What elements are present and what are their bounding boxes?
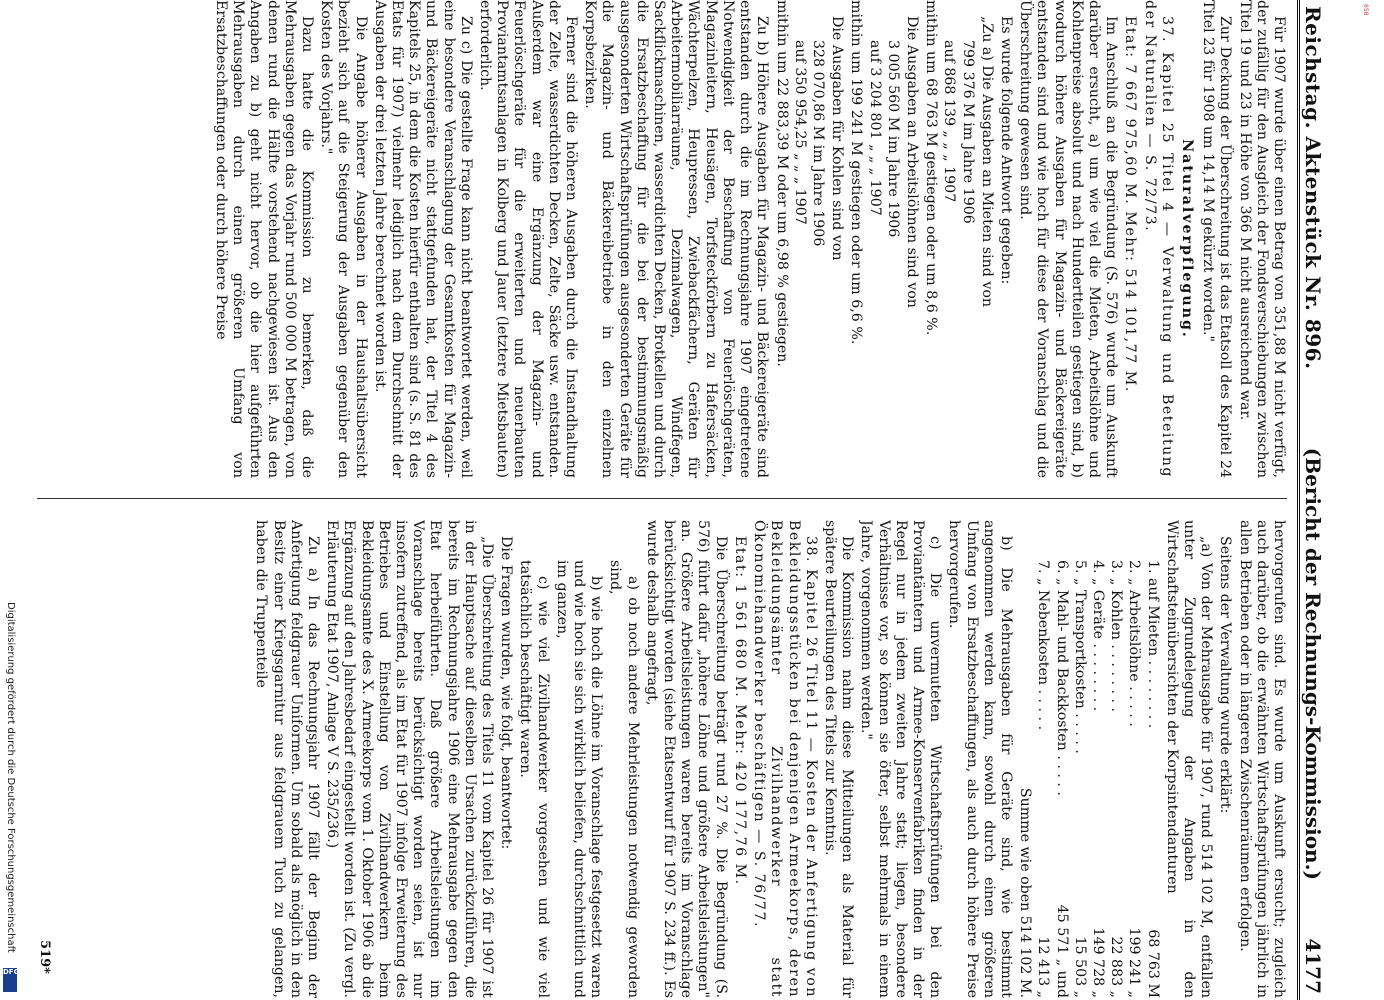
figure-row: auf 3 204 801 „ „ „ 1907 — [866, 40, 883, 216]
list-item: 7. „ Nebenkosten . . . . . 12 413 „ — [1035, 560, 1052, 998]
paragraph: c) Die unvermuteten Wirtschaftsprüfungen bei den Proviantämtern und Armee-Konservenfabriken finden in der Regel nur in jedem zweiten Jahre statt; liegen, besondere Verhältnisse vor, so können sie öfter, selbst mehrmals in einem Jahre, vorgenommen werden." — [858, 520, 944, 998]
question-item: b) wie hoch die Löhne im Voranschlage festgesetzt waren und wie hoch sie sich wirklich beliefen, durchschnittlich und im ganzen, — [553, 560, 605, 998]
side-credit-strip — [0, 0, 22, 1000]
left-column — [37, 0, 1287, 478]
list-item: 1. auf Mieten . . . . . . . . 68 763 M — [1144, 560, 1161, 998]
paragraph: Die Überschreitung beträgt rund 27 %. Die Begründung (S. 576) führt dafür „höhere Löhne und größere Arbeitsleistungen" an. Größere Arbeitsleistungen waren bereits im Voranschlage berücksichtigt worden (siehe Etatsentwurf für 1907 S. 234 ff.). Es wurde deshalb angefragt, — [643, 520, 729, 998]
list-item: 5. „ Transportkosten . . . . . 15 503 „ — [1071, 560, 1088, 998]
paragraph: „Zu a) Die Ausgaben an Mieten sind von — [978, 16, 995, 308]
paragraph: Zur Deckung der Überschreitung ist das Etatsoll des Kapitel 24 Titel 23 für 1908 um 14,14 M gekürzt worden." — [1200, 0, 1234, 478]
right-column — [37, 520, 1287, 998]
paragraph: Die Ausgaben an Arbeitslöhnen sind von — [903, 16, 920, 308]
dfg-logo-icon: DFG — [3, 968, 17, 992]
page-header — [1297, 0, 1327, 1000]
figure-row: auf 350 954,25 „ „ „ 1907 — [791, 40, 808, 225]
paragraph: Im Anschluß an die Begründung (S. 576) wurde um Auskunft darüber ersucht, a) um wie viel die Mieten, Arbeitslöhne und Kohlenpreise absolut und nach Hundertteilen gestiegen sind, b) wodurch höhere Ausgaben für Magazin- und Bäckereigeräte entstanden sind und wie hoch für diese der Voranschlag und die Überschreitung gewesen sind. — [1017, 0, 1120, 478]
paragraph: „a) Von der Mehrausgabe für 1907, rund 514 102 M, entfallen unter Zugrundelegung der Angaben in den Wirtschaftsteinübersichten der Korpsintendanturen — [1163, 520, 1215, 998]
paragraph: mithin um 199 241 M gestiegen oder um 6,6 %. — [848, 0, 865, 345]
paragraph: Die Fragen wurden, wie folgt, beantwortet: — [498, 536, 515, 850]
paragraph: Zu b) Höhere Ausgaben für Magazin- und Bäckereigeräte sind entstanden durch die im Rechnungsjahre 1907 eingetretene Notwendigkeit der Beschaffung von Feuerlöschgeräten, Magazinleitern, Heusägen, Torfsteckförbern zu Hafersäcken, Wächterpelzen, Heupressen, Zwiebackfächern, Geräten für Arbeitermobiliarräume, Dezimalwagen, Windfegen, Sackflickmaschinen, wasserdichten Decken, Brotkellen und durch die Ersatzbeschaffung für die bei der bestimmungsmäßig ausgesonderten Wirtschaftsprüfungen ausgesonderten Geräte für die Magazin- und Bäckereibetriebe in den einzelnen Korpsbezirken. — [582, 0, 771, 478]
list-item: 3. „ Kohlen . . . . . . . . 22 883 „ — [1108, 560, 1125, 998]
column-divider — [37, 498, 1287, 499]
corner-mark: 858 — [1362, 4, 1369, 16]
paragraph: Zu c) Die gestellte Frage kann nicht beantwortet werden, weil eine besondere Veranschlagung der Gesamtkosten für Magazin- und Bäckereigeräte nicht stattgefunden hat, der Titel 4 des Kapitels 25, in dem die Kosten hierfür enthalten sind (s. S. 81 des Etats für 1907) vielmehr lediglich nach dem Durchschnitt der Ausgaben der drei letzten Jahre berechnet worden ist. — [371, 0, 474, 478]
header-right-title: (Bericht der Rechnungs-Kommission.) — [1301, 447, 1325, 880]
list-item: 6. „ Mahl- und Backkosten . . . . . 45 571 „ und — [1053, 560, 1070, 998]
list-item: 4. „ Geräte . . . . . . . . 149 728 „ — [1089, 560, 1106, 998]
paragraph: mithin um 22 883,39 M oder um 6,98 % gestiegen. — [773, 0, 790, 367]
paragraph: Für 1907 wurde über einen Betrag von 351,88 M nicht verfügt, der zufällig für den Ausgleich der Fondsverschiebungen zwischen Titel 19 und 23 in Höhe von 366 M nicht ausreichend war. — [1236, 0, 1287, 478]
rotated-document-page — [27, 0, 1327, 1000]
section-heading: Naturalverpflegung. — [1178, 139, 1195, 339]
paragraph: Zu a) In das Rechnungsjahr 1907 fällt der Beginn der Anfertigung feldgrauer Uniformen. Um sobald als möglich in den Besitz einer Kriegsgarnitur aus feldgrauem Tuch zu gelangen, haben die Truppenteile — [253, 520, 322, 998]
paragraph: Ferner sind die höheren Ausgaben durch die Instandhaltung der Zelte, wasserdichten Decken, Zelte, Säcke usw. entstanden. Außerdem war eine Ergänzung der Magazin- und Feuerlöschgeräte für die erweiterten und neuerbauten Proviantamtsanlagen in Kolberg und Jauer (letztere Mietsbauten) erforderlich. — [477, 0, 580, 478]
paragraph: Die Kommission nahm diese Mitteilungen als Material für spätere Beurteilungen des Titels zur Kenntnis. — [821, 520, 856, 998]
section-title: 37. Kapitel 25 Titel 4 — Verwaltung und Beteitung der Naturalien — S. 72/73. — [1141, 0, 1175, 478]
paragraph: Dazu hatte die Kommission zu bemerken, daß die Mehrausgaben gegen das Vorjahr rund 500 000 M betragen, von denen rund die Hälfte vorstehend nachgewiesen ist. Aus den Angaben zu b) geht nicht hervor, ob die hier aufgeführten Mehrausgaben durch einen größeren Umfang von Ersatzbeschaffungen oder durch höhere Preise — [213, 0, 316, 478]
question-item: c) wie viel Zivilhandwerker vorgesehen und wie viel tatsächlich beschäftigt waren. — [517, 560, 551, 998]
paragraph: „Die Überschreitung des Titels 11 vom Kapitel 26 für 1907 ist in der Hauptsache auf dieselben Ursachen zurückzuführen, die bereits im Rechnungsjahre 1906 eine Mehrausgabe gegen den Etat herbeiführten. Daß größere Arbeitsleistungen im Voranschlage bereits berücksichtigt worden seien, ist nur insofern zutreffend, als im Etat für 1907 infolge Erweiterung des Betriebes und Einstellung von Zivilhandwerkern beim Bekleidungsamte des X. Armeekorps vom 1. Oktober 1906 ab die Ergänzung auf den Jahresbedarf eingestellt worden ist. (Zu vergl. Erläuterung Etat 1907, Anlage V S. 235/236.) — [324, 520, 496, 998]
list-item: 2. „ Arbeitslöhne . . . . . 199 241 „ — [1126, 560, 1143, 998]
paragraph: Es wurde folgende Antwort gegeben: — [997, 16, 1014, 285]
section-title: 38. Kapitel 26 Titel 11 — Kosten der Anfertigung von Bekleidungsstücken bei denjenigen Armeekorps, deren Bekleidungsämter Zivilhandwerker statt Ökonomiehandwerker beschäftigen — S. 76/77. — [751, 520, 819, 998]
paragraph: hervorgerufen sind. Es wurde um Auskunft ersucht; zugleich auch darüber, ob die erwähnten Wirtschaftsprüfungen jährlich in allen Betrieben oder in längeren Zwischenräumen erfolgen. — [1236, 520, 1287, 998]
paragraph: Seitens der Verwaltung wurde erklärt: — [1217, 536, 1234, 814]
figure-row: 328 070,86 M im Jahre 1906 — [809, 40, 826, 247]
header-left-title: Reichstag. Aktenstück Nr. 896. — [1301, 6, 1325, 370]
paragraph: Die Ausgaben für Kohlen sind von — [829, 16, 846, 261]
figure-row: 3 005 560 M im Jahre 1906 — [884, 40, 901, 238]
signature-mark: 519* — [37, 940, 52, 974]
figure-row: auf 868 139 „ „ „ 1907 — [941, 40, 958, 203]
funding-credit-text: Digitalisierung gefördert durch die Deutsche Forschungsgemeinschaft — [5, 602, 16, 953]
paragraph: Die Angabe höherer Ausgaben in der Haushaltsübersicht bezieht sich auf die Steigerung der Ausgaben gegenüber den Kosten des Vorjahrs." — [318, 0, 369, 478]
paragraph: b) Die Mehrausgaben für Geräte sind, wie bestimmt angenommen werden kann, sowohl durch einen größeren Umfang von Ersatzbeschaffungen, als auch durch höhere Preise hervorgerufen. — [946, 520, 1014, 998]
question-item: a) ob noch andere Mehrleistungen notwendig geworden sind, — [607, 560, 641, 998]
paragraph: mithin um 68 763 M gestiegen oder um 8,6 %. — [923, 0, 940, 336]
etat-line: Etat: 7 667 975,60 M. Mehr: 514 101,77 M. — [1122, 16, 1139, 393]
sum-line: Summe wie oben 514 102 M. — [1017, 787, 1034, 998]
page-number: 4177 — [1301, 938, 1325, 994]
figure-row: 799 376 M im Jahre 1906 — [959, 40, 976, 224]
etat-line: Etat: 1 561 680 M. Mehr: 420 177,76 M. — [731, 536, 748, 886]
